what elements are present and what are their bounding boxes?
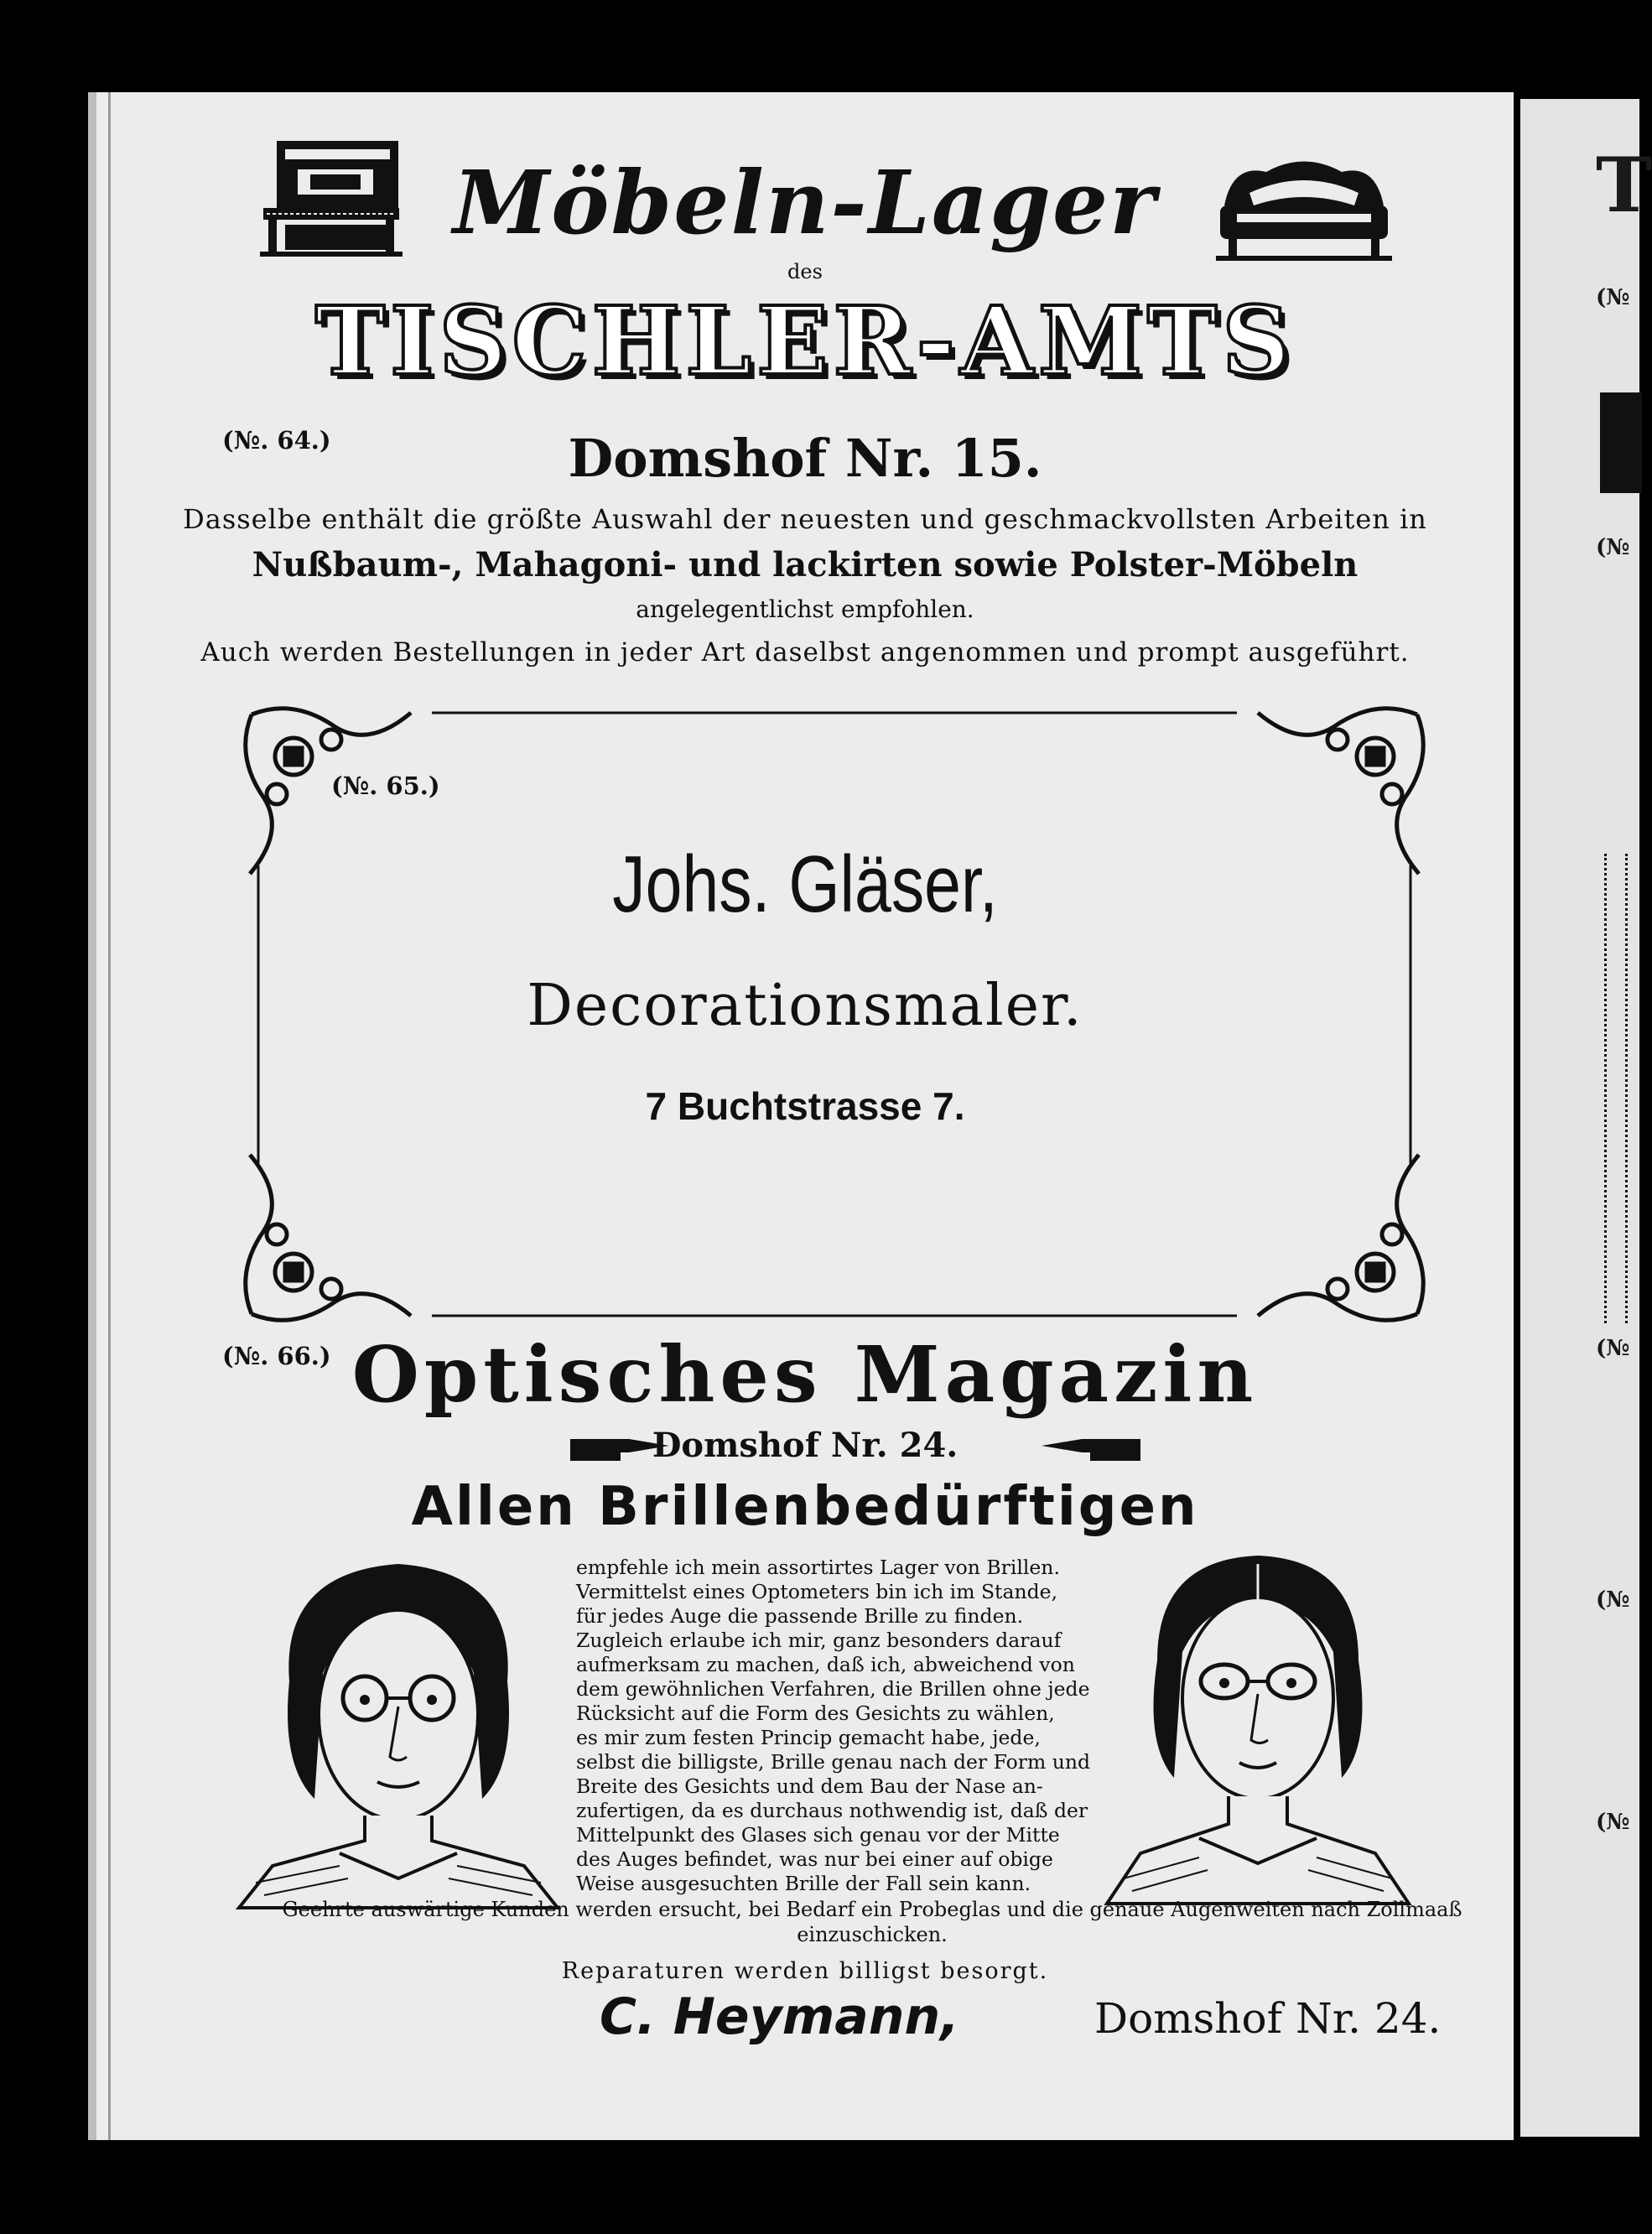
ad65-name: Johs. Gläser, xyxy=(612,839,998,929)
right-fragment: (№ xyxy=(1596,285,1630,310)
ad64-des: des xyxy=(787,260,823,283)
ad66-number: (№. 66.) xyxy=(222,1342,331,1370)
ad64-line2: Nußbaum-, Mahagoni- und lackirten sowie Polster-Möbeln xyxy=(252,545,1358,584)
body-line: empfehle ich mein assortirtes Lager von Brillen. xyxy=(576,1556,1060,1579)
pointing-hand-right-icon xyxy=(1040,1432,1140,1466)
body-line: Zugleich erlaube ich mir, ganz besonders darauf xyxy=(576,1629,1062,1652)
ad64-line3: angelegentlichst empfohlen. xyxy=(636,595,974,623)
ad64-line4: Auch werden Bestellungen in jeder Art daselbst angenommen und prompt ausgeführt. xyxy=(200,637,1410,668)
newspaper-page xyxy=(88,92,1514,2140)
right-black-bar xyxy=(1600,392,1642,493)
body-line: des Auges befindet, was nur bei einer auf obige xyxy=(576,1847,1053,1871)
right-ornament-border xyxy=(1604,854,1628,1323)
ad64-line1: Dasselbe enthält die größte Auswahl der neuesten und geschmackvollsten Arbeiten in xyxy=(183,503,1427,535)
ad66-signature: C. Heymann, xyxy=(600,1987,959,2046)
body-line: zufertigen, da es durchaus nothwendig ist, daß der xyxy=(576,1799,1088,1822)
right-fragment: (№ xyxy=(1596,535,1630,560)
adjacent-page-edge xyxy=(1520,99,1652,2137)
body-line: selbst die billigste, Brille genau nach der Form und xyxy=(576,1750,1091,1774)
right-fragment: T xyxy=(1596,141,1652,230)
portrait-left-woman xyxy=(239,1547,558,1908)
ad65-address: 7 Buchtstrasse 7. xyxy=(645,1084,965,1128)
ad64-title2: TISCHLER-AMTS xyxy=(314,287,1296,397)
ad66-signature-address: Domshof Nr. 24. xyxy=(1094,1994,1442,2043)
body-line: für jedes Auge die passende Brille zu finden. xyxy=(576,1604,1024,1628)
ad64-address: Domshof Nr. 15. xyxy=(568,428,1042,489)
body-line: aufmerksam zu machen, daß ich, abweichend von xyxy=(576,1653,1075,1676)
body-line: es mir zum festen Princip gemacht habe, jede, xyxy=(576,1726,1041,1749)
portrait-right-woman xyxy=(1107,1535,1409,1904)
corner-ornament-bl xyxy=(246,1155,411,1320)
right-fragment: (№ xyxy=(1596,1336,1630,1361)
ad66-headline: Allen Brillenbedürftigen xyxy=(411,1476,1199,1538)
ad64-title: Möbeln-Lager xyxy=(453,151,1157,254)
right-fragment: (№ xyxy=(1596,1810,1630,1835)
body-line: Rücksicht auf die Form des Gesichts zu wählen, xyxy=(576,1701,1055,1725)
body-line: Breite des Gesichts und dem Bau der Nase an- xyxy=(576,1774,1043,1798)
right-fragment: (№ xyxy=(1596,1587,1630,1613)
body-line: Mittelpunkt des Glases sich genau vor der Mitte xyxy=(576,1823,1060,1847)
ad66-address: Domshof Nr. 24. xyxy=(652,1426,958,1465)
body-line: Weise ausgesuchten Brille der Fall sein kann. xyxy=(576,1872,1031,1895)
body-line: dem gewöhnlichen Verfahren, die Brillen ohne jede xyxy=(576,1677,1090,1701)
ad66-title: Optisches Magazin xyxy=(351,1329,1259,1420)
ad66-note: Geehrte auswärtige Kunden werden ersucht, bei Bedarf ein Probeglas und die genaue Augenweiten nach Zollmaaß einzuschicken. xyxy=(282,1898,1462,1946)
ad65-profession: Decorationsmaler. xyxy=(527,973,1083,1039)
ad66-body xyxy=(576,1556,1142,1896)
corner-ornament-br xyxy=(1258,1155,1423,1320)
ad66-repair: Reparaturen werden billigst besorgt. xyxy=(561,1958,1049,1984)
ad65-number: (№. 65.) xyxy=(331,772,440,800)
ad64-number: (№. 64.) xyxy=(222,426,331,455)
body-line: Vermittelst eines Optometers bin ich im Stande, xyxy=(576,1580,1058,1603)
